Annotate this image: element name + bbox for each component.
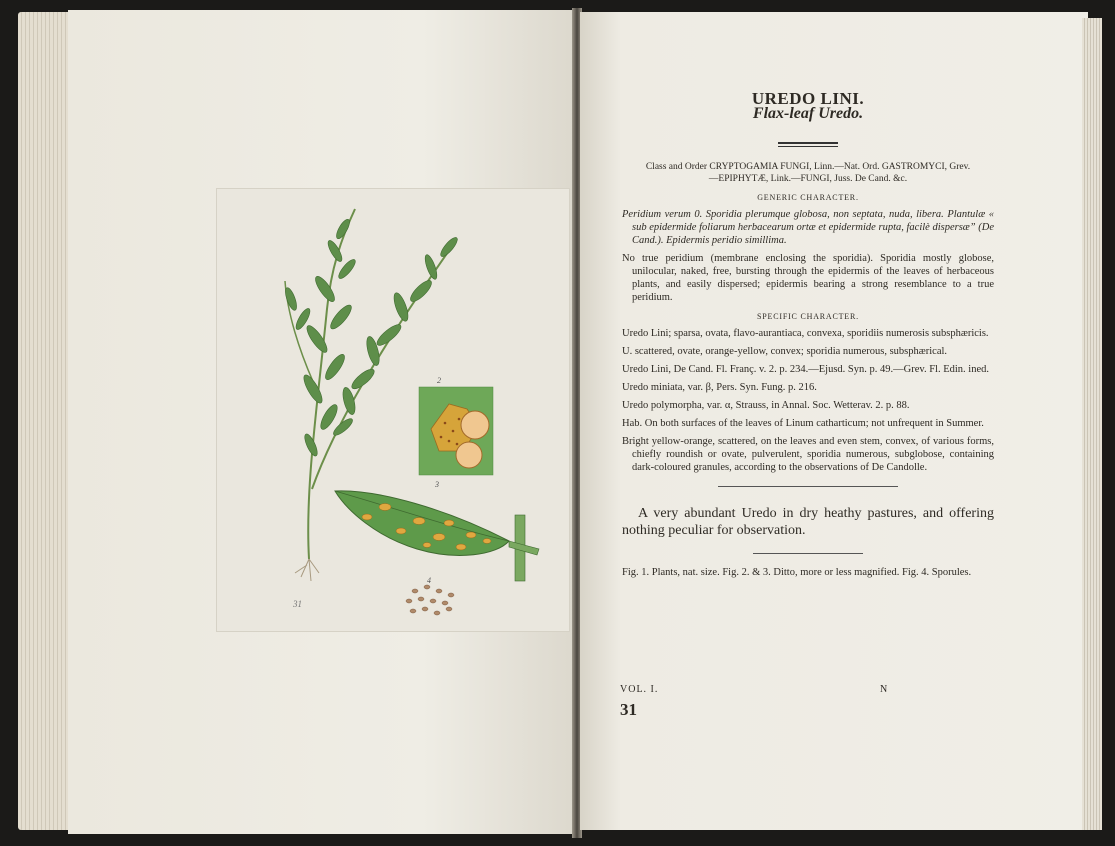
title-rule [778, 142, 838, 147]
plate-number: 31 [293, 599, 302, 609]
generic-latin: Peridium verum 0. Sporidia plerumque globosa, non septata, nuda, libera. Plantulæ « sub epidermide foliarum herbacearum ortæ et epidermide rupta, facilè dispersæ” (De Cand.). Epidermis peridio simillima. [622, 209, 994, 246]
habitat: Hab. On both surfaces of the leaves of Linum catharticum; not unfrequent in Summer. [622, 418, 984, 429]
signature-mark: N [880, 684, 888, 695]
description: Bright yellow-orange, scattered, on the leaves and even stem, convex, of various forms, chiefly roundish or ovate, pulverulent, sporidia numerous, subglobose, containing dark-coloured granules, according to the observations of De Candolle. [622, 436, 994, 473]
specific-latin: Uredo Lini; sparsa, ovata, flavo-aurantiaca, convexa, sporidiis numerosis subsphæricis. [622, 328, 989, 339]
generic-english: No true peridium (membrane enclosing the sporidia). Sporidia mostly globose, unilocular, naked, free, bursting through the epidermis of the leaves of herbaceous plants, and easily dispersed; epidermis bearing a strong resemblance to a true peridium. [622, 253, 994, 303]
generic-heading: GENERIC CHARACTER. [757, 193, 859, 202]
page-subtitle: Flax-leaf Uredo. [752, 105, 864, 122]
fig3-label: 3 [435, 480, 439, 489]
left-page [68, 10, 576, 834]
synonym-1: Uredo Lini, De Cand. Fl. Franç. v. 2. p. 234.—Ejusd. Syn. p. 49.—Grev. Fl. Edin. ined. [622, 364, 989, 375]
page-number: 31 [620, 700, 637, 719]
open-book [12, 8, 1104, 838]
volume-label: VOL. I. [620, 684, 659, 695]
right-page-edges [1082, 18, 1102, 830]
figure-captions: Fig. 1. Plants, nat. size. Fig. 2. & 3. Ditto, more or less magnified. Fig. 4. Sporules. [622, 567, 972, 578]
fig2-label: 2 [437, 376, 441, 385]
synonym-2: Uredo miniata, var. β, Pers. Syn. Fung. p. 216. [622, 382, 817, 393]
synonym-3: Uredo polymorpha, var. α, Strauss, in Annal. Soc. Wetterav. 2. p. 88. [622, 400, 910, 411]
observation-note: A very abundant Uredo in dry heathy pastures, and offering nothing peculiar for observation. [622, 506, 994, 538]
classification-line-1: Class and Order CRYPTOGAMIA FUNGI, Linn.—Nat. Ord. GASTROMYCI, Grev. [645, 162, 971, 172]
note-rule [753, 553, 863, 554]
specific-heading: SPECIFIC CHARACTER. [757, 312, 859, 321]
species-description [622, 89, 994, 590]
plate-illustration [217, 189, 569, 631]
page-title: UREDO LINI. [751, 89, 865, 108]
right-page [580, 12, 1088, 830]
classification-line-2: —EPIPHYTÆ, Link.—FUNGI, Juss. De Cand. &c. [708, 174, 908, 184]
fig4-label: 4 [427, 576, 431, 585]
botanical-plate [216, 188, 570, 632]
section-rule [718, 486, 898, 487]
specific-english: U. scattered, ovate, orange-yellow, convex; sporidia numerous, subsphærical. [622, 346, 948, 357]
